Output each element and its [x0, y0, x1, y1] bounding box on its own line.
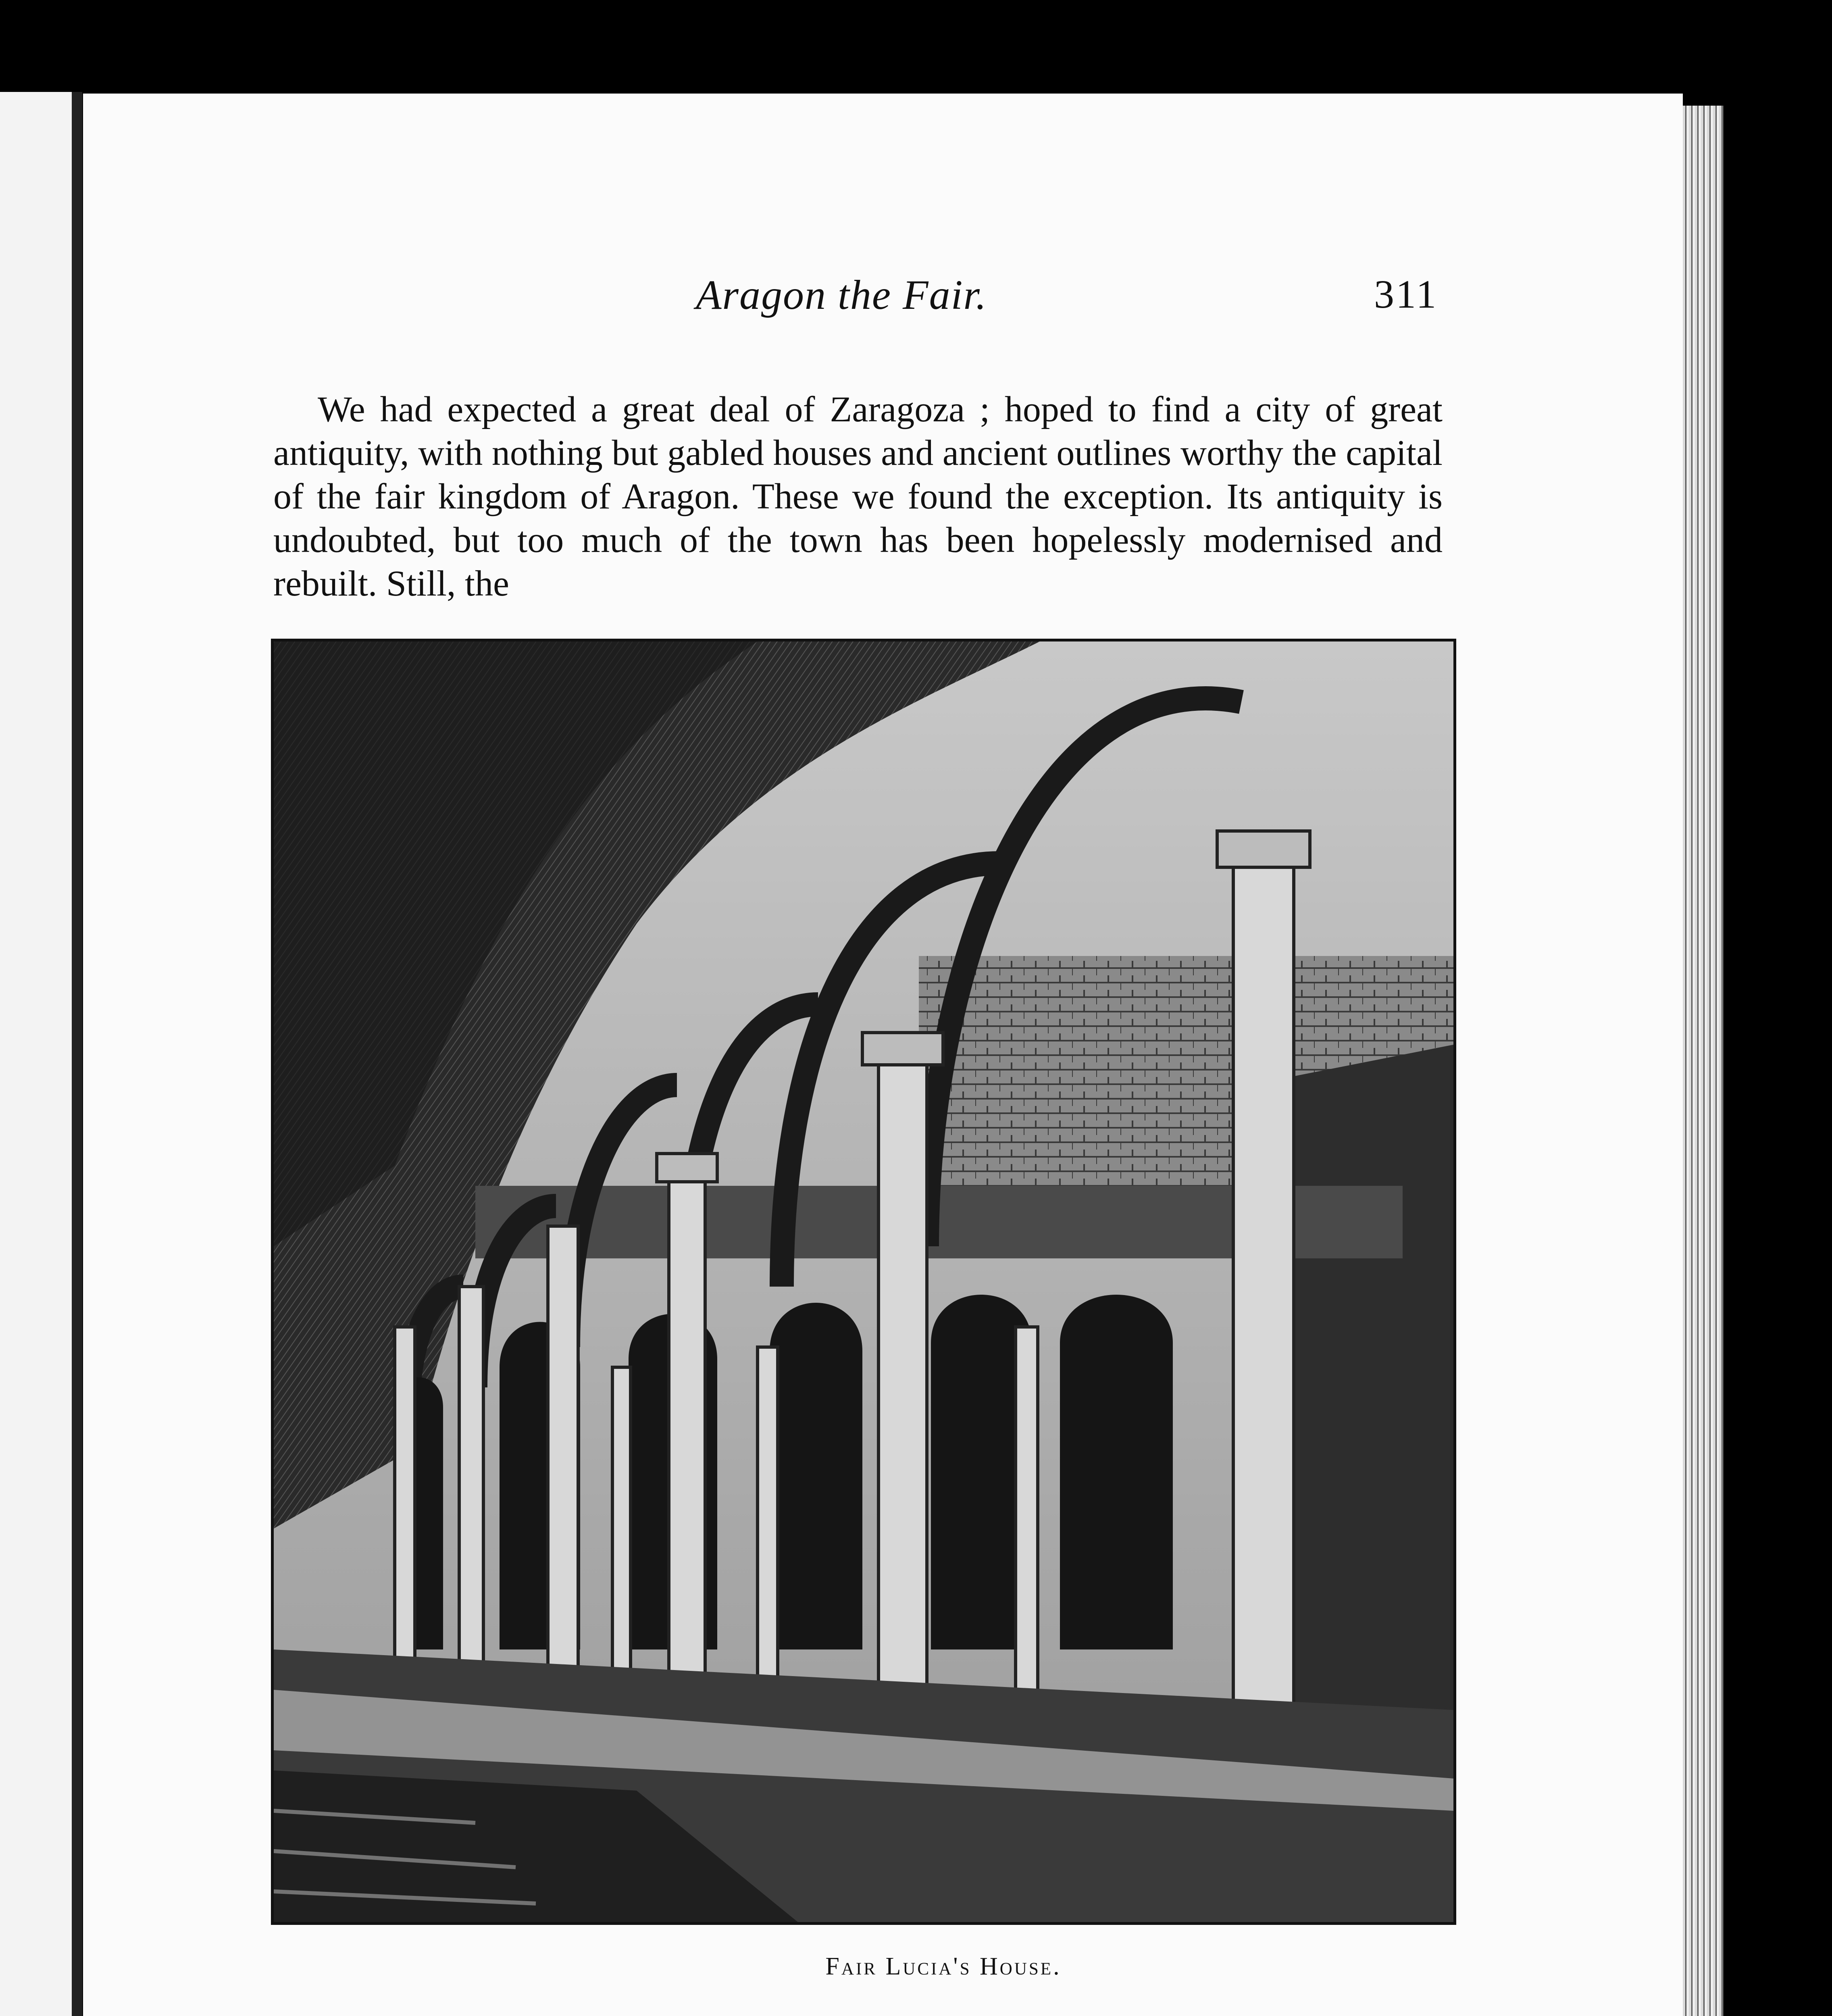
page-number: 311 — [1374, 272, 1438, 317]
cloister-engraving — [274, 641, 1453, 1922]
left-page-edge — [0, 92, 82, 2016]
page-stack-edge — [1683, 106, 1723, 2016]
figure-caption-text: Fair Lucia's House. — [825, 1953, 1062, 1980]
cloister-illustration — [271, 639, 1456, 1925]
running-head-title: Aragon the Fair. — [696, 272, 987, 318]
figure-caption — [83, 1952, 1683, 1981]
running-head — [83, 271, 1683, 331]
book-page — [83, 94, 1683, 2016]
paragraph-1: We had expected a great deal of Zaragoza ; hoped to find a city of great antiquity, with nothing but gabled houses and ancient outlines worthy the capital of the fair kingdom of Aragon. These we found the exception. Its antiquity is undoubted, but too much of the town has been hopelessly modernised and rebuilt. Still, the — [273, 389, 1443, 604]
